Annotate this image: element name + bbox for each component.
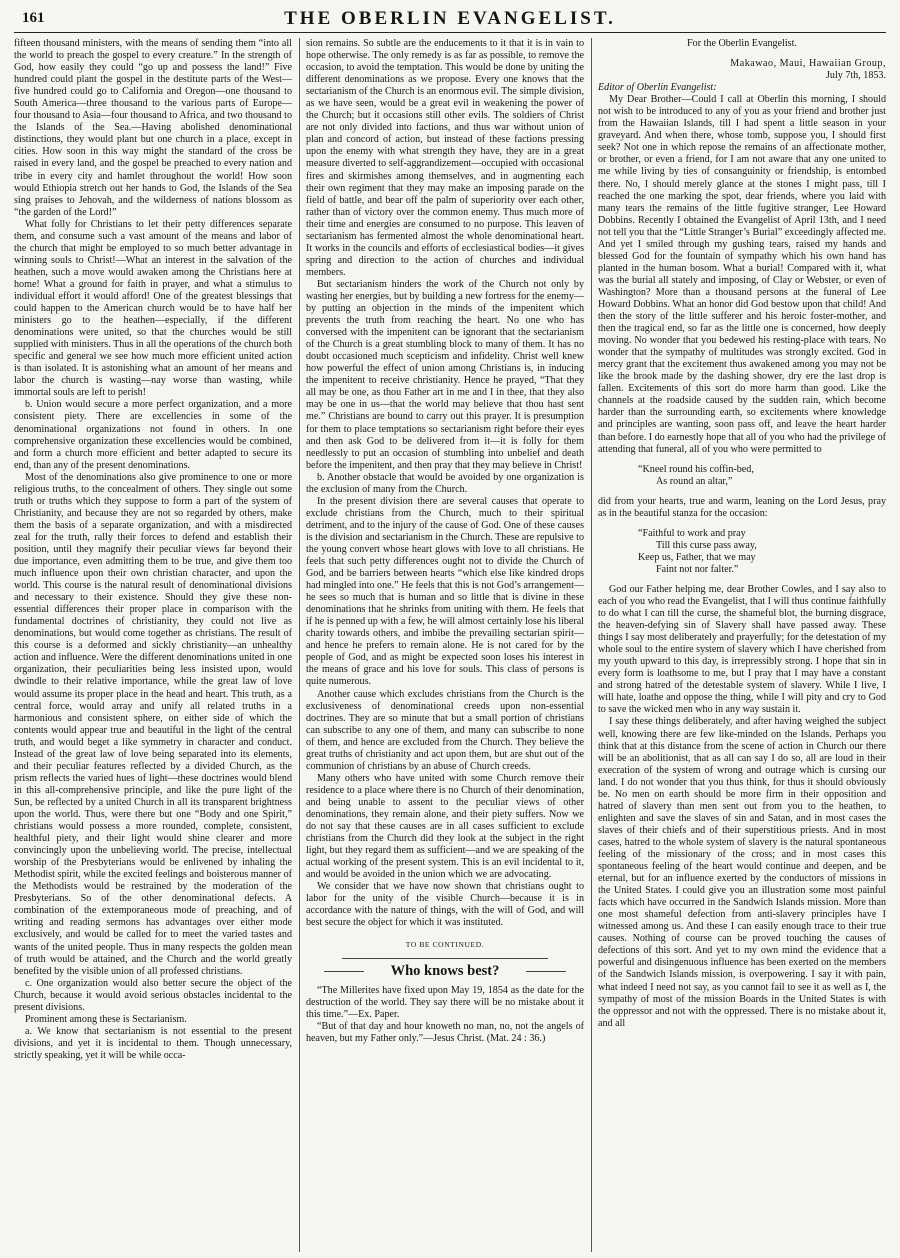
section-heading: Who knows best? (306, 965, 584, 977)
paragraph: “But of that day and hour knoweth no man, no, not the angels of heaven, but my Father only.”—Jesus Christ. (Mat. 24 : 36.) (306, 1020, 584, 1044)
paragraph: Most of the denominations also give prominence to one or more religious truths, to the concealment of others. They single out some truth or truths which they suppose to form a part of the system of Christianity, and because they are not so regarded by others, make them the basis of a separate organization, and with a misdirected zeal for the truth, rally their forces to defend and establish their position, until they magnify their peculiar views far beyond their due importance, even admitting them to be true, and give them too much influence upon their own christian character, and upon the world. This course is the natural result of denominational divisions and necessary to their existence. Should they give these non-essential differences their proper place in comparison with the fundamental doctrines of christianity, they could not live as denominations, but would come together as christians. The result of this course is a deformed and sickly christianity—an unhealthy action and influence. Were the different denominations united in one organization, their peculiarities being less insisted upon, would dwindle to their relative importance, while the great law of love would assume its proper place in the head and heart. This truth, as a central force, would array and unify all related truths in a harmonious and consistent sphere, on either side of which the contents would appear true and beautiful in the light of the central truth, and would beget a like symmetry in character and conduct. Instead of the great law of love being separated into its elements, and their peculiar features reflected by a divided Church, as the prism reflects the varied hues of light—these doctrines would blend in this all-comprehensive principle, and like the pure light of the Sun, be reflected by a united Church in all its transparent brightness upon the world. Thus, were there but one “Body and one Spirit,” christians would possess a more rounded, complete, consistent, healthful piety, and their light would shine clearer and more convincingly upon the unbelieving world. The precise, intellectual worship of the Presbyterians would be enlivened by inhaling the Methodist spirit, while the excited feelings and boisterous manner of the Methodists would be restrained by the moderation of the Presbyterians. So of the other denominational defects. A combination of the extemporaneous mode of preaching, and of writing and reading sermons has advantages over either mode exclusively, and would be called for to meet the varied tastes and wants of the united people. Thus in many respects the golden mean of truth would be attained, and the Church and the world greatly benefited by the visible union of all professed christians. (14, 471, 292, 977)
paragraph: a. We know that sectarianism is not essential to the present divisions, and yet it is incidental to them. Though unnecessary, strictly speaking, yet it will be while occa- (14, 1025, 292, 1061)
verse-line: Faint not nor falter.” (656, 563, 739, 575)
salutation: Editor of Oberlin Evangelist: (598, 82, 717, 94)
spacer (598, 520, 886, 528)
divider (342, 958, 548, 959)
verse (598, 464, 886, 488)
column-rule (299, 38, 300, 1252)
paragraph: fifteen thousand ministers, with the means of sending them “into all the world to preach the gospel to every creature.” In the strength of God, how easily they could “go up and possess the land!” Five hundred could plant the gospel in the destitute parts of the West—five hundred could go to California and Oregon—one thousand to South America—three thousand to the various parts of Europe—four thousand to Asia—four thousand to Africa, and two thousand to the Islands of the Sea.—Having abolished denominational distinctions, they would plant but one church in a place, except in cities. How soon in this way might the standard of the cross be raised in every land, and the gospel be preached to every nation and tribe in every city and hamlet throughout the world! How soon would Ethiopia stretch out her hands to God, the Islands of the Sea sing praises to Jehovah, and the wilderness of nations blossom as “the garden of the Lord!” (14, 38, 292, 218)
paragraph: Many others who have united with some Church remove their residence to a place where there is no Church of their denomination, and being unable to assent to the peculiar views of other denominations, they remain alone, and their piety suffers. Now we do not say that these causes are in all cases sufficient to exclude christians from the Church did they look at the subject in the right light, but they regard them as sufficient—and we are speaking of the actual working of the present system. This is an evil incidental to it, and would be avoided in the union which we are advocating. (306, 772, 584, 881)
verse-line: “Kneel round his coffin-bed, (638, 463, 754, 475)
spacer (598, 576, 886, 584)
verse-line: As round an altar,” (656, 475, 733, 487)
paragraph: My Dear Brother—Could I call at Oberlin this morning, I should not wish to be introduced to any of you as your friend and brother just from the Hawaiian Islands, till I had spent a little season in your graveyard. And when there, whose tomb, suppose you, I should first seek? Not one in which repose the remains of an affectionate mother, or brother, or even a friend, for I am not aware that any one united to me while living by ties of consanguinity or friendship, is entombed there. No, I should merely glance at the stones I might pass, till I reached the one marking the spot, dear friends, where you laid with many tears the remains of the little fugitive stranger, Lee Howard Dobbins. Recently I obtained the Evangelist of April 13th, and I need not tell you that the “Little Stranger’s Burial” exceedingly affected me. And yet I smiled through my gushing tears, raised my hands and blessed God for the fountain of sympathy which his own hand has planted in the human bosom. What a burial! Compared with it, what was the burial all stately and imposing, of Clay or Webster, or even of Washington? More than a thousand persons at the funeral of Lee Howard Dobbins. What an honor did God bestow upon that child! And then the story of the little sufferer and his heroic foster-mother, and then the tragical end, so far as the little one is concerned, how deeply moving. No wonder that you bedewed his resting-place with tears. No wonder that the sympathy of multitudes was strongly excited. God in mercy grant that the excitement thus awakened among you may not be like the brook made by the dashing shower, dry ere the last drop is fallen. Excitements of this sort do more harm than good. Like the channels at the roadside caused by the sudden rain, which become harder than the surrounding earth, so excitements where knowledge and principles are wanting, soon pass off, and leave the heart harder than before. I do earnestly hope that all of you who had the privilege of attending that funeral, all of you who were permitted to (598, 94, 886, 455)
spacer (598, 456, 886, 464)
to-be-continued: TO BE CONTINUED. (405, 940, 485, 950)
paragraph: sion remains. So subtle are the enducements to it that it is in vain to hope otherwise. The only remedy is as far as possible, to remove the occasion, to avoid the temptation. This would be done by uniting the different denominations as we propose. Every one knows that the sectarianism of the Church is an enormous evil. The simple division, as we have seen, would be a great evil in weakening the power of the Church; but it occasions still other evils. The soldiers of Christ are not only divided into factions, and thus war without union of plan and concord of action, but instead of these factions pressing upon the enemy with what strength they have, they are in a great measure diverted to self-aggrandizement—occupied with occasional fires and skirmishes among themselves, and in augmenting each their own regiment that they may make an imposing parade on the field of battle, and bear off the palm of superiority over each other, rather than of victory over the common enemy. Thus much more of their time and energies are consumed to no purpose. This leaven of sectarianism has fermented almost the whole denominational heart. It works in the councils and efforts of ecclesiastical bodies—it gives spring and direction to the action of churches and individual members. (306, 38, 584, 278)
paragraph: Prominent among these is Sectarianism. (25, 1013, 187, 1025)
column-3 (598, 38, 886, 1252)
column-rule (591, 38, 592, 1252)
column-1 (14, 38, 292, 1252)
paragraph: b. Another obstacle that would be avoided by one organization is the exclusion of many from the Church. (306, 471, 584, 495)
paragraph: “The Millerites have fixed upon May 19, 1854 as the date for the destruction of the world. They say there will be no mistake about it this time.”—Ex. Paper. (306, 984, 584, 1020)
page-number: 161 (22, 10, 45, 26)
paragraph: c. One organization would also better secure the object of the Church, because it would avoid serious obstacles incidental to the present divisions. (14, 977, 292, 1013)
dateline-place: Makawao, Maui, Hawaiian Group, (730, 58, 886, 70)
paragraph: b. Union would secure a more perfect organization, and a more consistent piety. There are excellencies in some of the denominational organizations not found in others. In one comprehensive organization these excellencies would be combined, and form a church more efficient and better adapted to secure its end, than any of the present denominations. (14, 399, 292, 471)
paragraph: But sectarianism hinders the work of the Church not only by wasting her energies, but by building a new fortress for the enemy—by putting an objection in the minds of the impenitent which prevents the truth from reaching the heart. No one who has conversed with the impenitent can be ignorant that the sectarianism of the Church is a great stumbling block to many of them. It has no doubt occasioned much scepticism and infidelity. Christ well knew how powerful the effect of union among Christians is, in inducing the impenitent to receive christianity. Hence he prayed, “That they all may be one, as thou Father art in me and I in thee, that they also may be one in us—that the world may believe that thou hast sent me.” Christians are bound to carry out this prayer. It is presumption for them to place temptations so sectarianism right before their eyes and then ask God to be delivered from it—it is folly for them needlessly to put an occasion of stumbling into unbelief and death before the impenitent, and then pray that they may believe in Christ! (306, 278, 584, 471)
paragraph: Another cause which excludes christians from the Church is the exclusiveness of denominational creeds upon non-essential doctrines. They are so minute that but a small portion of christians can subscribe to any one of them, and many can subscribe to none of them, and hence are excluded from the Church. They believe the great truths of christianity and act upon them, but are shut out of the communion of christians by an abuse of Church creeds. (306, 688, 584, 772)
paragraph: God our Father helping me, dear Brother Cowles, and I say also to each of you who read the Evangelist, that I will thus continue faithfully to do what I can till the curse, the shameful blot, the burning disgrace, the heaven-defying sin of Slavery shall have passed away. These things I say most deliberately and prayerfully; for the detestation of my whole soul to the entire system of slavery which I have cherished from my youth upward to this day, is irrepressibly strong. I hope that sin in every form is loathsome to me, but I pray that I may have a constant and strong hatred of the detestable system of slavery. While I live, I will hate, loathe and oppose the thing, while I will pity and cry to God to save the wicked men who in any way sustain it. (598, 583, 886, 716)
paragraph: did from your hearts, true and warm, leaning on the Lord Jesus, pray as in the beautiful stanza for the occasion: (598, 495, 886, 519)
verse-line: Keep us, Father, that we may (638, 551, 756, 563)
column-2 (306, 38, 584, 1252)
byline: For the Oberlin Evangelist. (687, 38, 797, 49)
paragraph: What folly for Christians to let their petty differences separate them, and consume such a vast amount of the means and labor of the church that might be employed to so much better advantage in winning souls to Christ!—What an interest in the salvation of the heathen, such a move would awaken among the Christians here at home! What a ground for faith in prayer, and what a stimulus to individual effort it would afford! One of the greatest blessings that could happen to the American church would be to have half her ministers go to the heathen—especially, if the different denominations were united, so that the churches would be still supplied with ministers. Thus in all the operations of the church both specific and general we see how much more efficient united action is than isolated. It is astonishing what an amount of her means and labor the church is wasting—nay worse than wasting, while immortal souls are left to perish! (14, 218, 292, 399)
page-header (14, 6, 886, 33)
verse-line: Till this curse pass away, (656, 539, 757, 551)
paragraph: I say these things deliberately, and after having weighed the subject well, knowing there are few like-minded on the Islands. Perhaps you think that at this distance from the scene of action in Church our there will be an abolitionist, that as all can say I do so, all are loud in their execration of the system of wrong and outrage which is cursing our land. I do not wonder that you thus think, for thus it should obviously be. No men on earth should be more firm in their opposition and hatred of slavery than men sent out from you to the heathen, to enlighten and save the slaves of sin and Satan, and in most cases the slaves of their chiefs and of their superstitious priests. And in most cases, hatred to the whole system of slavery is the natural spontaneous feeling of the missionary of the cross; and in most cases this spontaneous feeling of the heart would continue and deepen, and be eternal, but for an influence exerted by the conductors of missions in the United States. I could give you an illustration some most painful facts which have occurred in the Sandwich Islands mission. More than one most shameful defection from anti-slavery principles have I witnessed among us. And these I can easily enough trace to their true causes. Nothing of course can be proved touching the causes of defections of this sort. And yet to my own mind the evidence that a powerful and disingenuous influence has been exerted on the members of the Sandwich Islands mission, is overpowering. I say it with pain, what indeed I need not say, as you cannot fail to see it as well as I, the sympathy of most of the mission Boards in the United States is with the oppressor and not with the oppressed. There is no mistake about it, and all (598, 716, 886, 1029)
paragraph: We consider that we have now shown that christians ought to labor for the unity of the visible Church—because it is in accordance with the nature of things, with the will of God, and will best secure the object for which it was instituted. (306, 881, 584, 929)
verse (598, 528, 886, 576)
spacer (598, 50, 886, 58)
dateline-date: July 7th, 1853. (825, 70, 886, 82)
running-title: THE OBERLIN EVANGELIST. (284, 8, 616, 29)
spacer (598, 488, 886, 496)
paragraph: In the present division there are several causes that operate to exclude christians from the Church, much to their spiritual detriment, and to the injury of the cause of God. One of these causes is the division and sectarianism in the Church. These are repulsive to the young convert whose heart glows with love to all christians. He feels that such petty differences ought not to divide the Church of God, and be barriers between hearts “which else like kindred drops had mingled into one.” He feels that this is not God’s arrangement—he sees so much that is human and so little that is divine in these denominations that he shrinks from uniting with them. He feels that if he is penned up with a few, he will almost certainly lose his liberal charity towards others, and imbibe the prevailing sectarian spirit—and hence he prefers to remain alone. He is not cared for by the people of God, and as might be expected soon loses his interest in the means of grace and his love for souls. This class of persons is quite numerous. (306, 495, 584, 688)
verse-line: “Faithful to work and pray (638, 527, 746, 539)
